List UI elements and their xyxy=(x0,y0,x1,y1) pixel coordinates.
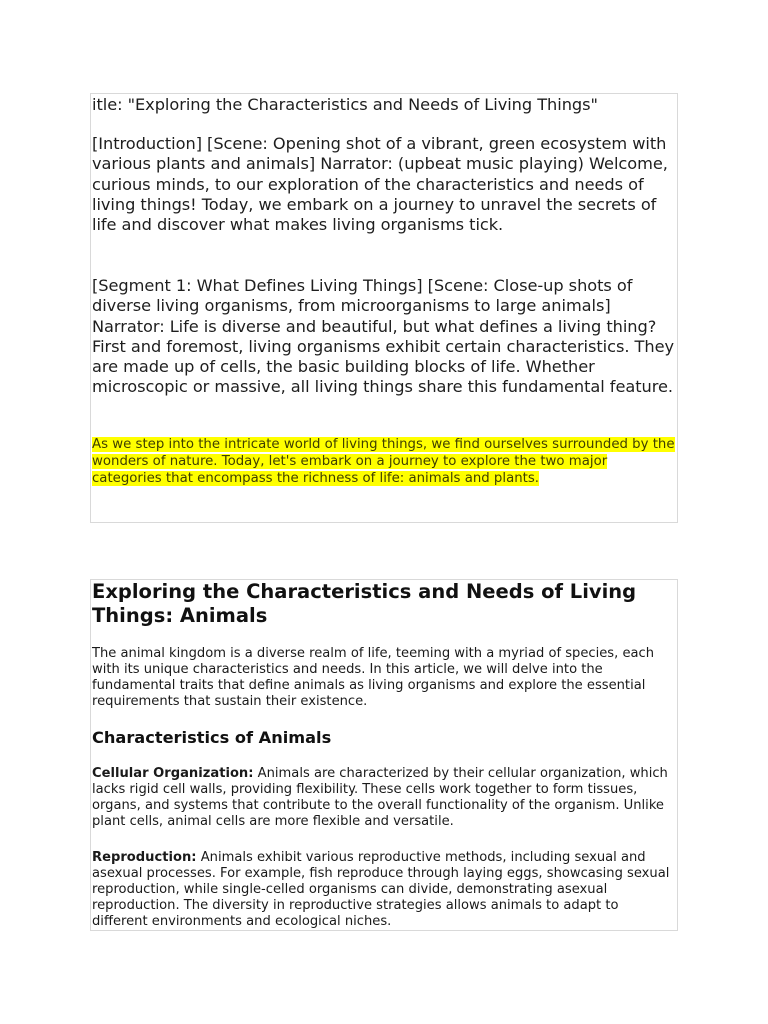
reproduction-term: Reproduction: xyxy=(92,850,197,865)
reproduction-paragraph xyxy=(92,850,677,930)
cellular-organization-term: Cellular Organization: xyxy=(92,766,254,781)
script-title-line: itle: "Exploring the Characteristics and Needs of Living Things" xyxy=(92,95,598,114)
highlighted-paragraph xyxy=(92,436,677,487)
cellular-organization-paragraph xyxy=(92,766,677,830)
introduction-paragraph: [Introduction] [Scene: Opening shot of a vibrant, green ecosystem with various plants and animals] Narrator: (upbeat music playing) Welcome, curious minds, to our exploration of the characteristics and needs of living things! Today, we embark on a journey to unravel the secrets of life and discover what makes living organisms tick. xyxy=(92,134,668,235)
cellular-organization-text: Animals are characterized by their cellular organization, which lacks rigid cell walls, providing flexibility. These cells work together to form tissues, organs, and systems that contribute to the overall functionality of the organism. Unlike plant cells, animal cells are more flexible and versatile. xyxy=(92,766,668,829)
document-page-1 xyxy=(90,93,678,523)
document-page-2 xyxy=(90,579,678,931)
section-heading-characteristics: Characteristics of Animals xyxy=(92,728,332,747)
article-intro-paragraph: The animal kingdom is a diverse realm of life, teeming with a myriad of species, each with its unique characteristics and needs. In this article, we will delve into the fundamental traits that define animals as living organisms and explore the essential requirements that sustain their existence. xyxy=(92,646,655,709)
highlighted-text: As we step into the intricate world of living things, we find ourselves surrounded by the wonders of nature. Today, let's embark on a journey to explore the two major categories that encompass the richness of life: animals and plants. xyxy=(92,437,675,486)
segment-1-paragraph: [Segment 1: What Defines Living Things] [Scene: Close-up shots of diverse living organisms, from microorganisms to large animals] Narrator: Life is diverse and beautiful, but what defines a living thing? First and foremost, living organisms exhibit certain characteristics. They are made up of cells, the basic building blocks of life. Whether microscopic or massive, all living things share this fundamental feature. xyxy=(92,276,675,397)
article-heading: Exploring the Characteristics and Needs of Living Things: Animals xyxy=(92,580,637,627)
reproduction-text: Animals exhibit various reproductive methods, including sexual and asexual processes. For example, fish reproduce through laying eggs, showcasing sexual reproduction, while single-celled organisms can divide, demonstrating asexual reproduction. The diversity in reproductive strategies allows animals to adapt to different environments and ecological niches. xyxy=(92,850,670,929)
